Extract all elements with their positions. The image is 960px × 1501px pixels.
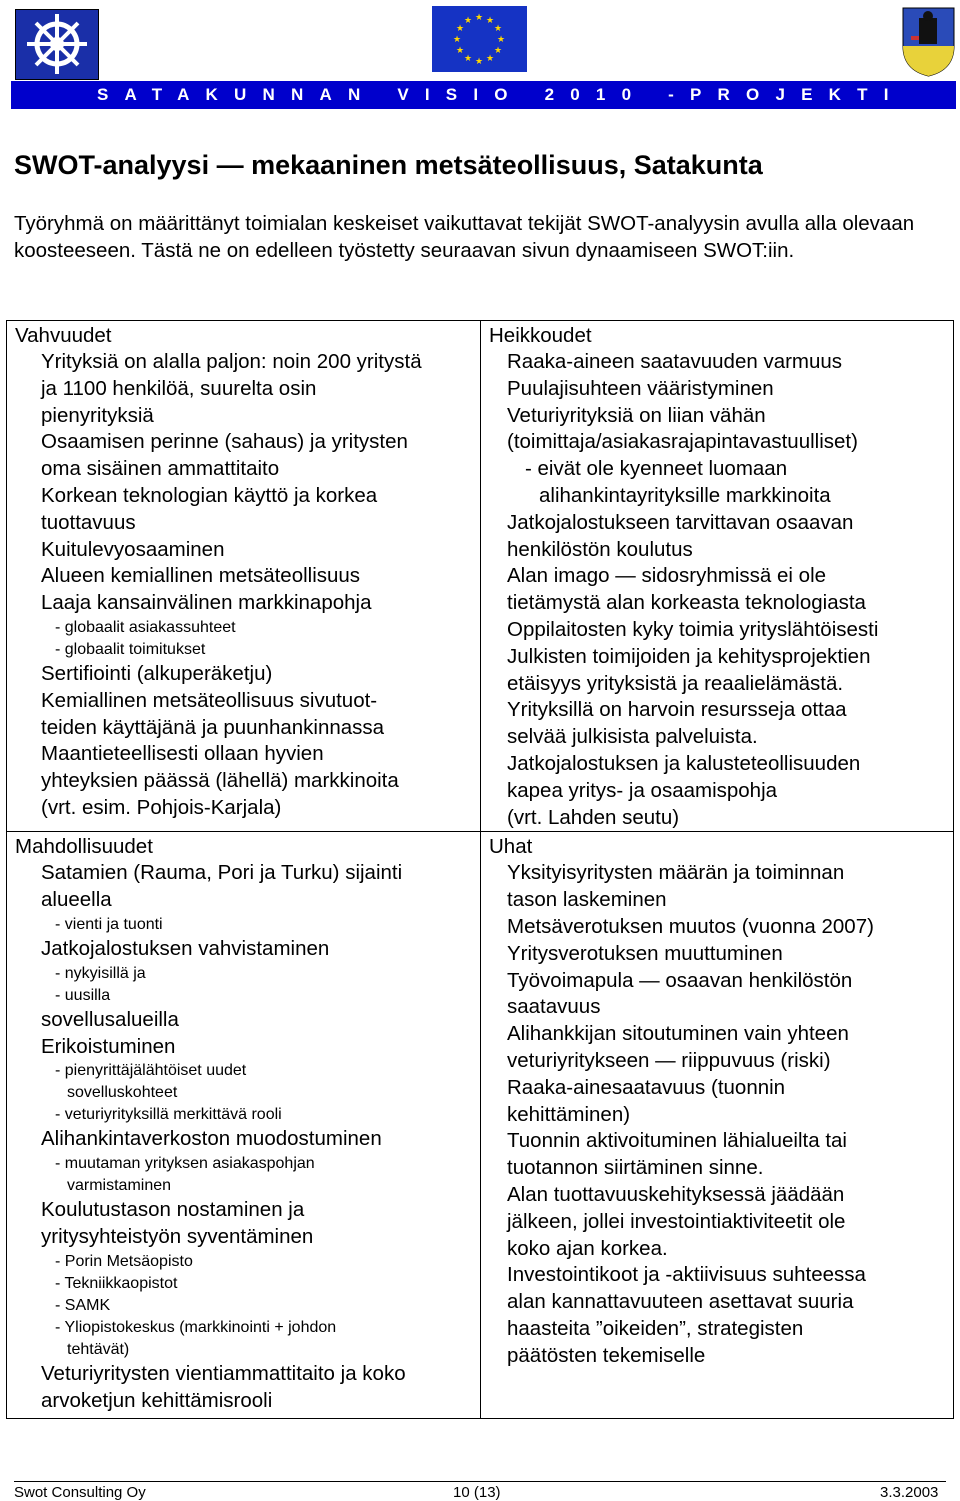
list-item: Kemiallinen metsäteollisuus sivutuot-	[41, 688, 378, 712]
strengths-cell	[7, 321, 481, 832]
page-title: SWOT-analyysi — mekaaninen metsäteollisuus, Satakunta	[14, 150, 763, 180]
banner-title: SATAKUNNAN VISIO 2010 -PROJEKTI	[11, 81, 956, 109]
header-banner	[11, 6, 956, 103]
weaknesses-heading: Heikkoudet	[489, 324, 592, 347]
list-item: (vrt. Lahden seutu)	[507, 805, 680, 829]
list-item: - nykyisillä ja	[55, 964, 146, 982]
list-item: varmistaminen	[67, 1177, 172, 1195]
svg-text:★: ★	[452, 35, 462, 45]
weaknesses-list	[481, 349, 953, 831]
list-item: pienyrityksiä	[41, 403, 154, 427]
list-item: ja 1100 henkilöä, suurelta osin	[41, 376, 317, 400]
coat-of-arms-logo	[901, 6, 956, 78]
list-item: tason laskeminen	[507, 888, 667, 912]
list-item: Oppilaitosten kyky toimia yrityslähtöisesti	[507, 617, 879, 641]
list-item: Kuitulevyosaaminen	[41, 537, 225, 561]
list-item: Jatkojalostukseen tarvittavan osaavan	[507, 510, 854, 534]
list-item: - SAMK	[55, 1296, 111, 1314]
threats-cell	[481, 832, 954, 1419]
list-item: - uusilla	[55, 986, 111, 1004]
list-item: Alueen kemiallinen metsäteollisuus	[41, 564, 361, 588]
opportunities-cell	[7, 832, 481, 1419]
list-item: sovellusalueilla	[41, 1007, 179, 1031]
list-item: Tuonnin aktivoituminen lähialueilta tai	[507, 1129, 847, 1153]
footer-page-number: 10 (13)	[453, 1484, 501, 1501]
list-item: Maantieteellisesti ollaan hyvien	[41, 742, 324, 766]
list-item: - pienyrittäjälähtöiset uudet	[55, 1062, 247, 1080]
list-item: - eivät ole kyenneet luomaan	[525, 457, 788, 481]
list-item: - muutaman yrityksen asiakaspohjan	[55, 1155, 315, 1173]
list-item: alan kannattavuuteen asettavat suuria	[507, 1290, 854, 1314]
list-item: alihankintayrityksille markkinoita	[539, 483, 831, 507]
list-item: Alan tuottavuuskehityksessä jäädään	[507, 1182, 845, 1206]
ship-wheel-logo	[15, 9, 99, 80]
list-item: sovelluskohteet	[67, 1084, 178, 1102]
list-item: Osaamisen perinne (sahaus) ja yritysten	[41, 430, 408, 454]
list-item: tietämystä alan korkeasta teknologiasta	[507, 591, 866, 615]
svg-text:★: ★	[493, 24, 503, 34]
list-item: Jatkojalostuksen vahvistaminen	[41, 936, 330, 960]
intro-paragraph: Työryhmä on määrittänyt toimialan keskeiset vaikuttavat tekijät SWOT-analyysin avulla alla olevaan koosteeseen. Tästä ne on edelleen työstetty seuraavan sivun dynaamiseen SWOT:iin.	[14, 212, 915, 262]
list-item: tuottavuus	[41, 510, 136, 534]
footer-divider	[14, 1481, 946, 1482]
list-item: Koulutustason nostaminen ja	[41, 1198, 305, 1222]
list-item: jälkeen, jollei investointiaktiviteetit ole	[507, 1209, 846, 1233]
list-item: arvoketjun kehittämisrooli	[41, 1388, 273, 1412]
eu-flag-logo	[432, 6, 527, 72]
list-item: alueella	[41, 888, 112, 912]
list-item: Työvoimapula — osaavan henkilöstön	[507, 968, 853, 992]
weaknesses-cell	[481, 321, 954, 832]
svg-text:★: ★	[455, 24, 465, 34]
strengths-heading: Vahvuudet	[15, 324, 112, 347]
svg-text:★: ★	[485, 16, 495, 26]
list-item: Julkisten toimijoiden ja kehitysprojektien	[507, 644, 871, 668]
list-item: - globaalit asiakassuhteet	[55, 618, 236, 636]
list-item: etäisyys yrityksistä ja reaalielämästä.	[507, 671, 844, 695]
opportunities-heading: Mahdollisuudet	[15, 835, 153, 859]
list-item: Korkean teknologian käyttö ja korkea	[41, 483, 378, 507]
list-item: selvää julkisista palveluista.	[507, 725, 758, 749]
strengths-list	[7, 349, 480, 822]
svg-text:★: ★	[455, 46, 465, 56]
list-item: veturiyritykseen — riippuvuus (riski)	[507, 1048, 831, 1072]
list-item: - vienti ja tuonti	[55, 915, 163, 933]
list-item: Raaka-ainesaatavuus (tuonnin	[507, 1075, 786, 1099]
swot-table	[6, 320, 954, 1419]
list-item: - Yliopistokeskus (markkinointi + johdon	[55, 1318, 337, 1336]
list-item: Satamien (Rauma, Pori ja Turku) sijainti	[41, 861, 403, 885]
footer-company: Swot Consulting Oy	[14, 1484, 146, 1501]
list-item: kapea yritys- ja osaamispohja	[507, 778, 778, 802]
list-item: Yksityisyritysten määrän ja toiminnan	[507, 861, 845, 885]
list-item: - veturiyrityksillä merkittävä rooli	[55, 1106, 282, 1124]
list-item: - globaalit toimitukset	[55, 640, 206, 658]
list-item: Yritysverotuksen muuttuminen	[507, 941, 783, 965]
list-item: kehittäminen)	[507, 1102, 631, 1126]
list-item: haasteita ”oikeiden”, strategisten	[507, 1316, 804, 1340]
list-item: (vrt. esim. Pohjois-Karjala)	[41, 795, 282, 819]
list-item: - Tekniikkaopistot	[55, 1274, 178, 1292]
list-item: saatavuus	[507, 995, 601, 1019]
list-item: Veturiyritysten vientiammattitaito ja koko	[41, 1361, 406, 1385]
list-item: Erikoistuminen	[41, 1034, 176, 1058]
list-item: teiden käyttäjänä ja puunhankinnassa	[41, 715, 385, 739]
list-item: (toimittaja/asiakasrajapintavastuulliset)	[507, 430, 858, 454]
list-item: tuotannon siirtäminen sinne.	[507, 1156, 764, 1180]
svg-text:★: ★	[485, 54, 495, 64]
list-item: - Porin Metsäopisto	[55, 1252, 193, 1270]
svg-text:★: ★	[474, 13, 484, 23]
list-item: oma sisäinen ammattitaito	[41, 457, 280, 481]
list-item: Yrityksillä on harvoin resursseja ottaa	[507, 698, 847, 722]
svg-text:★: ★	[463, 16, 473, 26]
list-item: Veturiyrityksiä on liian vähän	[507, 403, 766, 427]
list-item: henkilöstön koulutus	[507, 537, 693, 561]
list-item: Puulajisuhteen vääristyminen	[507, 376, 774, 400]
list-item: yritysyhteistyön syventäminen	[41, 1224, 314, 1248]
list-item: Yrityksiä on alalla paljon: noin 200 yritystä	[41, 350, 422, 373]
list-item: Metsäverotuksen muutos (vuonna 2007)	[507, 914, 874, 938]
list-item: Alihankkijan sitoutuminen vain yhteen	[507, 1022, 849, 1046]
opportunities-list	[7, 860, 480, 1414]
list-item: Laaja kansainvälinen markkinapohja	[41, 591, 372, 615]
list-item: koko ajan korkea.	[507, 1236, 668, 1260]
svg-text:★: ★	[496, 35, 506, 45]
threats-list	[481, 860, 953, 1369]
svg-text:★: ★	[474, 57, 484, 67]
list-item: Investointikoot ja -aktiivisuus suhteessa	[507, 1263, 866, 1287]
svg-text:★: ★	[493, 46, 503, 56]
list-item: yhteyksien päässä (lähellä) markkinoita	[41, 769, 399, 793]
list-item: Sertifiointi (alkuperäketju)	[41, 661, 273, 685]
list-item: Jatkojalostuksen ja kalusteteollisuuden	[507, 751, 861, 775]
svg-text:★: ★	[463, 54, 473, 64]
threats-heading: Uhat	[489, 835, 533, 859]
list-item: päätösten tekemiselle	[507, 1343, 706, 1367]
list-item: Alan imago — sidosryhmissä ei ole	[507, 564, 827, 588]
list-item: Alihankintaverkoston muodostuminen	[41, 1127, 382, 1151]
list-item: Raaka-aineen saatavuuden varmuus	[507, 350, 843, 373]
list-item: tehtävät)	[67, 1340, 130, 1358]
footer-date: 3.3.2003	[880, 1484, 939, 1501]
